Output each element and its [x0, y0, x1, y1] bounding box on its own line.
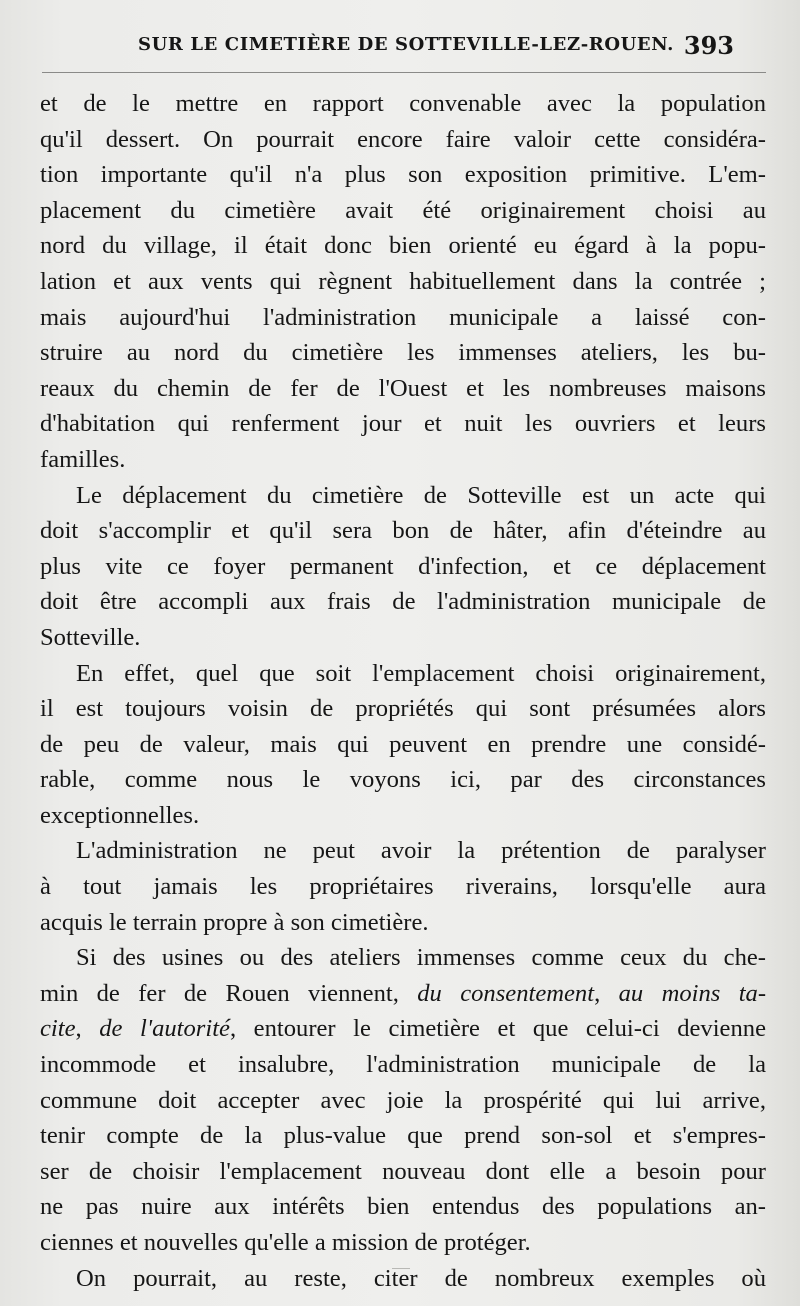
running-title: SUR LE CIMETIÈRE DE SOTTEVILLE-LEZ-ROUEN. — [138, 34, 675, 55]
text-run: , — [594, 979, 619, 1007]
text-line: mais aujourd'hui l'administration municipale a laissé con- — [40, 303, 766, 331]
text-line: nord du village, il était donc bien orienté eu égard à la popu- — [40, 232, 766, 260]
text-line-with-italics — [40, 1011, 766, 1047]
header-rule — [42, 72, 766, 73]
text-line: struire au nord du cimetière les immenses ateliers, les bu- — [40, 339, 766, 367]
italic-run: cite — [40, 1015, 76, 1043]
text-line: incommode et insalubre, l'administration municipale de la — [40, 1051, 766, 1079]
text-line: à tout jamais les propriétaires riverains, lorsqu'elle aura — [40, 873, 766, 901]
text-line: rable, comme nous le voyons ici, par des circonstances — [40, 766, 766, 794]
text-run: , entourer le cimetière et que celui-ci devienne — [229, 1015, 766, 1043]
text-line: doit être accompli aux frais de l'administration municipale de — [40, 588, 766, 616]
page-number: 393 — [683, 31, 734, 60]
text-line: exceptionnelles. — [40, 801, 200, 829]
text-line: On pourrait, au reste, citer de nombreux exemples où — [76, 1264, 766, 1292]
italic-run: au moins ta- — [618, 979, 767, 1007]
text-line: reaux du chemin de fer de l'Ouest et les nombreuses maisons — [40, 374, 766, 402]
text-line: tion importante qu'il n'a plus son exposition primitive. L'em- — [40, 161, 766, 189]
text-line: plus vite ce foyer permanent d'infection, et ce déplacement — [40, 552, 766, 580]
text-line: de peu de valeur, mais qui peuvent en prendre une considé- — [40, 730, 766, 758]
text-line: placement du cimetière avait été originairement choisi au — [40, 196, 766, 224]
italic-run: de l'autorité — [99, 1015, 230, 1043]
text-line: Si des usines ou des ateliers immenses comme ceux du che- — [76, 944, 766, 972]
text-line: familles. — [40, 445, 126, 473]
text-line: lation et aux vents qui règnent habituellement dans la contrée ; — [40, 267, 766, 295]
text-line: ne pas nuire aux intérêts bien entendus des populations an- — [40, 1193, 766, 1221]
text-run: min de fer de Rouen viennent, — [40, 979, 418, 1007]
text-line: tenir compte de la plus-value que prend son-sol et s'empres- — [40, 1122, 766, 1150]
text-line: d'habitation qui renferment jour et nuit les ouvriers et leurs — [40, 410, 766, 438]
text-line: qu'il dessert. On pourrait encore faire valoir cette considéra- — [40, 125, 766, 153]
text-line-with-italics — [40, 976, 766, 1012]
text-line: commune doit accepter avec joie la prospérité qui lui arrive, — [40, 1086, 766, 1114]
text-line: Sotteville. — [40, 623, 141, 651]
page-header — [40, 31, 760, 70]
text-line: acquis le terrain propre à son cimetière. — [40, 908, 429, 936]
body-text — [40, 86, 766, 1296]
text-line: ciennes et nouvelles qu'elle a mission de protéger. — [40, 1229, 531, 1256]
text-line: L'administration ne peut avoir la prétention de paralyser — [76, 837, 766, 865]
text-line: Le déplacement du cimetière de Sotteville est un acte qui — [76, 481, 766, 509]
page-mark — [392, 1268, 410, 1269]
text-line: doit s'accomplir et qu'il sera bon de hâter, afin d'éteindre au — [40, 517, 766, 545]
text-line: et de le mettre en rapport convenable avec la population — [40, 90, 766, 117]
text-line: ser de choisir l'emplacement nouveau dont elle a besoin pour — [40, 1157, 766, 1185]
text-run: , — [75, 1015, 100, 1043]
text-line: En effet, quel que soit l'emplacement choisi originairement, — [76, 659, 766, 687]
text-line: il est toujours voisin de propriétés qui sont présumées alors — [40, 695, 766, 723]
italic-run: du consentement — [417, 979, 595, 1007]
